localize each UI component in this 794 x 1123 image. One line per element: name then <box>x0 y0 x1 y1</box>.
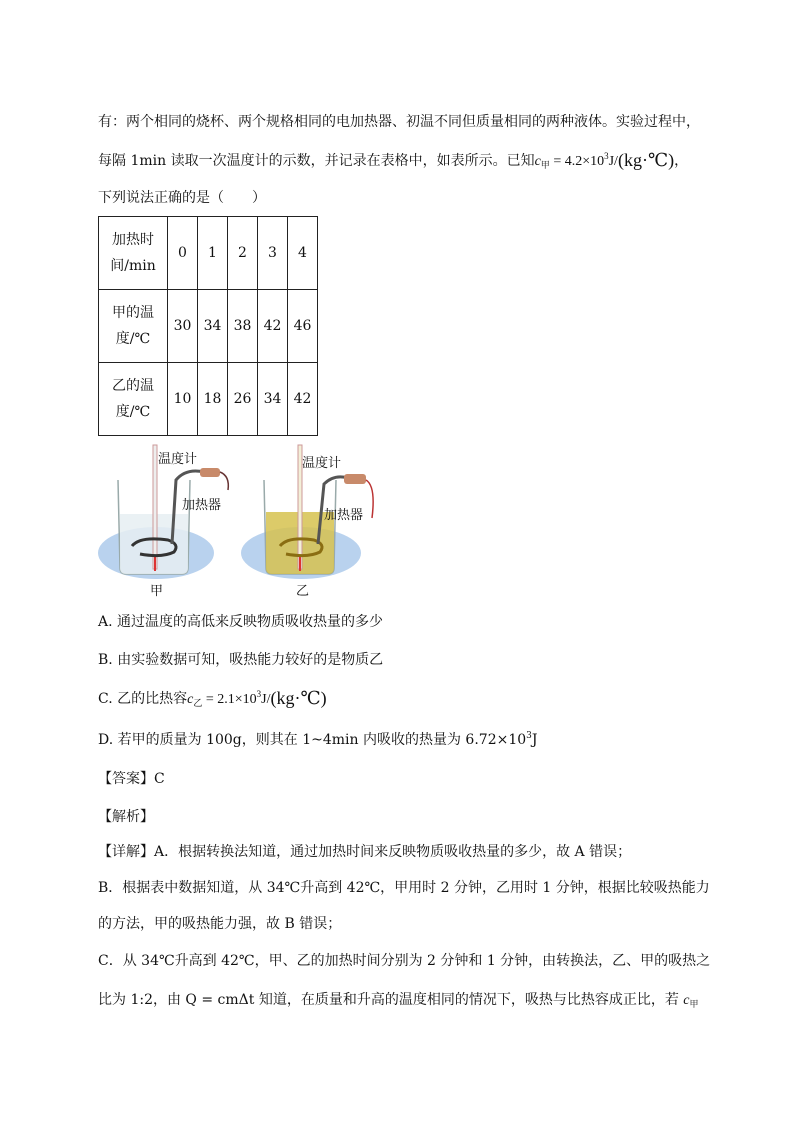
left-heater-label: 加热器 <box>182 498 222 513</box>
specific-heat-formula <box>534 150 675 170</box>
option-a: A. 通过温度的高低来反映物质吸收热量的多少 <box>98 614 384 630</box>
c-subscript: 甲 <box>540 160 550 170</box>
table-cell: 34 <box>258 363 288 436</box>
temperature-table <box>98 216 318 436</box>
detail-line-2: B．根据表中数据知道，从 34℃升高到 42℃，甲用时 2 分钟，乙用时 1 分钟，根据比较吸热能力 <box>98 880 710 896</box>
option-d: D. 若甲的质量为 100g，则其在 1~4min 内吸收的热量为 $6.72\times 10^3J$ <box>98 731 538 748</box>
table-cell: 26 <box>228 363 258 436</box>
detail-line-3: 的方法，甲的吸热能力强，故 B 错误； <box>98 916 342 932</box>
option-c-formula: $c_乙$ = $2.1\times 10^3J/(kg\cdot℃)$ <box>187 688 327 708</box>
intro-line-2 <box>98 150 688 172</box>
option-c-text: C. 乙的比热容 <box>98 691 188 707</box>
left-thermometer-icon <box>153 445 157 569</box>
c-symbol: c <box>534 154 541 169</box>
experiment-figure <box>96 440 396 600</box>
table-cell: 42 <box>258 290 288 363</box>
c-unit-paren: (kg·℃) <box>617 150 675 170</box>
table-cell-time: 0 <box>168 217 198 290</box>
table-row-jia <box>99 290 318 363</box>
analysis-title: 【解析】 <box>98 809 154 825</box>
table-cell-time: 4 <box>288 217 318 290</box>
right-thermometer-label: 温度计 <box>302 456 342 471</box>
option-b: B. 由实验数据可知，吸热能力较好的是物质乙 <box>98 652 384 668</box>
detail-line-5-text: 比为 1:2，由 Q = cmΔt 知道，在质量和升高的温度相同的情况下，吸热与比热容成正比，若 <box>98 992 679 1008</box>
right-heater-label: 加热器 <box>324 508 364 523</box>
table-row-yi <box>99 363 318 436</box>
intro-line-2-end: ， <box>674 153 689 169</box>
intro-line-1: 有：两个相同的烧杯、两个规格相同的电加热器、初温不同但质量相同的两种液体。实验过程中， <box>98 114 700 130</box>
table-header-label: 加热时 间/min <box>99 217 168 290</box>
table-cell: 42 <box>288 363 318 436</box>
right-caption: 乙 <box>296 584 310 599</box>
c-unit: J/ <box>608 154 618 169</box>
table-header-row <box>99 217 318 290</box>
table-cell: 38 <box>228 290 258 363</box>
question-prompt: 下列说法正确的是（ ） <box>98 190 266 206</box>
table-cell: 30 <box>168 290 198 363</box>
c-exponent: 3 <box>604 151 609 161</box>
option-d-text: D. 若甲的质量为 100g，则其在 1~4min 内吸收的热量为 6.72×10 <box>98 732 527 748</box>
table-cell-time: 1 <box>198 217 228 290</box>
left-caption: 甲 <box>150 584 164 599</box>
table-cell: 18 <box>198 363 228 436</box>
table-cell: 10 <box>168 363 198 436</box>
option-c <box>98 688 327 710</box>
intro-line-2-text: 每隔 1min 读取一次温度计的示数，并记录在表格中，如表所示。已知 <box>98 153 535 169</box>
table-row-label: 乙的温 度/℃ <box>99 363 168 436</box>
left-heater-plug-icon <box>200 468 220 477</box>
detail-line-1: 【详解】A．根据转换法知道，通过加热时间来反映物质吸收热量的多少，故 A 错误； <box>98 844 632 860</box>
left-thermometer-label: 温度计 <box>158 452 198 467</box>
detail-line-4: C．从 34℃升高到 42℃，甲、乙的加热时间分别为 2 分钟和 1 分钟，由转换法，乙、甲的吸热之 <box>98 953 711 969</box>
answer-line: 【答案】C <box>98 771 165 787</box>
table-cell: 46 <box>288 290 318 363</box>
table-cell-time: 3 <box>258 217 288 290</box>
table-row-label: 甲的温 度/℃ <box>99 290 168 363</box>
right-heater-plug-icon <box>344 474 366 484</box>
detail-line-5: 比为 1:2，由 Q = cmΔt 知道，在质量和升高的温度相同的情况下，吸热与比热容成正比，若 $c_甲$ <box>98 992 699 1010</box>
table-cell-time: 2 <box>228 217 258 290</box>
c-value: = 4.2×10 <box>553 154 605 169</box>
table-cell: 34 <box>198 290 228 363</box>
